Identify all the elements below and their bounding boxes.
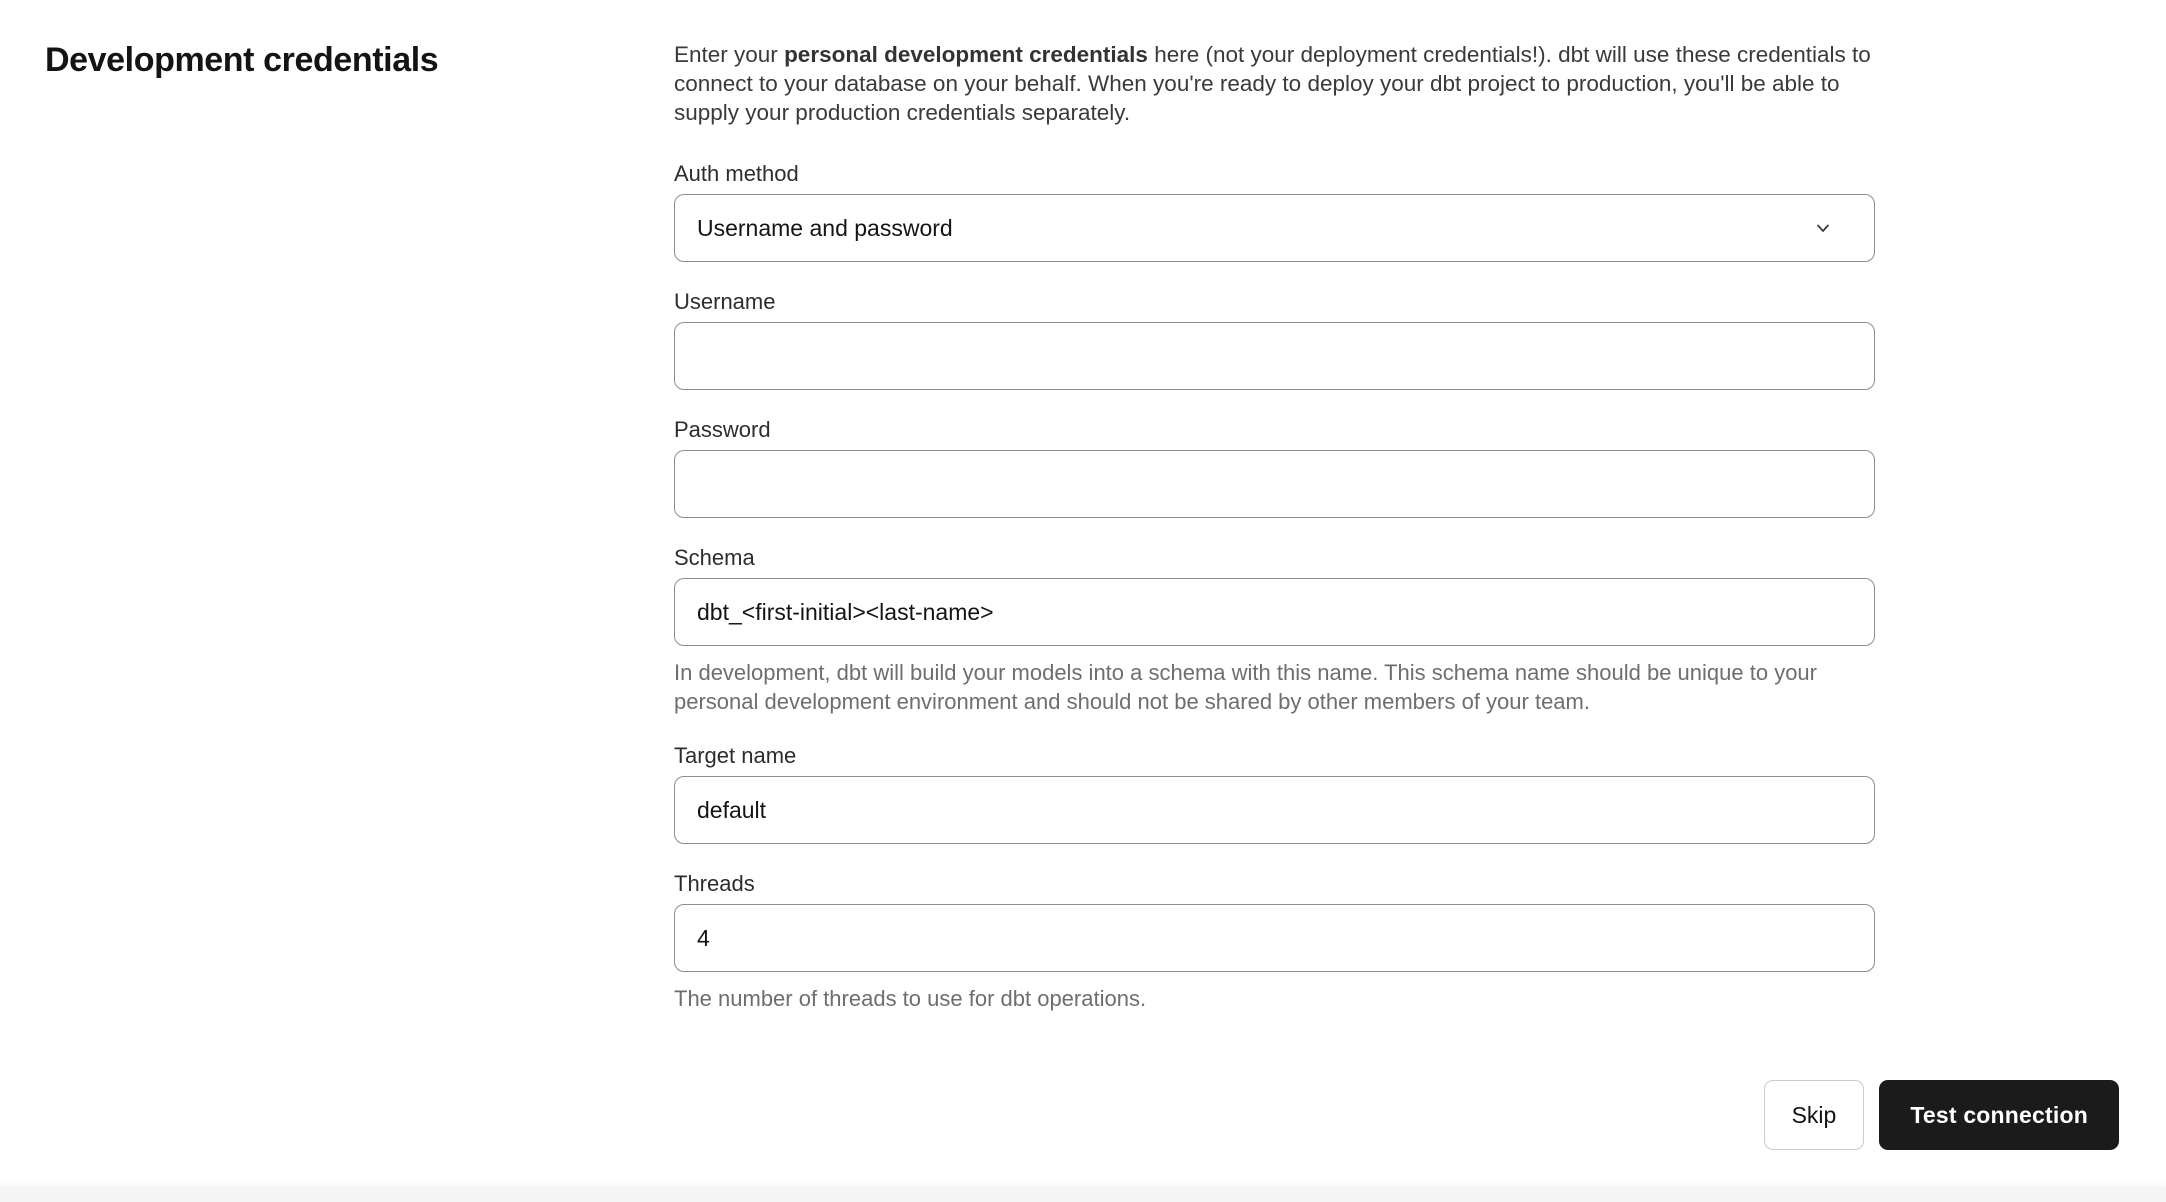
schema-helper-text: In development, dbt will build your models into a schema with this name. This schema name should be unique to your personal development environment and should not be shared by other members of your team. <box>674 660 1817 714</box>
test-connection-button[interactable]: Test connection <box>1879 1080 2119 1150</box>
form-actions <box>1764 1080 2119 1150</box>
intro-paragraph <box>674 40 1875 127</box>
auth-method-label: Auth method <box>674 161 799 186</box>
auth-method-select[interactable] <box>674 194 1875 262</box>
threads-label: Threads <box>674 871 755 896</box>
auth-method-selected-value: Username and password <box>697 214 953 241</box>
password-group <box>674 416 1875 518</box>
skip-button[interactable]: Skip <box>1764 1080 1865 1150</box>
threads-group <box>674 870 1875 1013</box>
target-name-label: Target name <box>674 743 797 768</box>
page-bottom-edge <box>0 1187 2166 1202</box>
target-name-group <box>674 742 1875 844</box>
username-group <box>674 288 1875 390</box>
target-name-input[interactable] <box>674 776 1875 844</box>
intro-text-start: Enter your <box>674 42 785 67</box>
username-input[interactable] <box>674 322 1875 390</box>
schema-input[interactable] <box>674 578 1875 646</box>
schema-group <box>674 544 1875 716</box>
schema-label: Schema <box>674 545 755 570</box>
intro-text-bold: personal development credentials <box>784 42 1148 67</box>
auth-method-group <box>674 160 1875 262</box>
username-label: Username <box>674 289 776 314</box>
threads-helper-text: The number of threads to use for dbt operations. <box>674 986 1147 1011</box>
page-title: Development credentials <box>45 41 439 79</box>
credentials-form <box>674 38 1875 1013</box>
threads-input[interactable] <box>674 904 1875 972</box>
password-label: Password <box>674 417 771 442</box>
password-input[interactable] <box>674 450 1875 518</box>
intro-text-end: here (not your deployment credentials!). dbt will use these credentials to connect to your database on your behalf. When you're ready to deploy your dbt project to production, you'll be able to supply your production credentials separately. <box>674 42 1871 125</box>
chevron-down-icon <box>1812 217 1834 239</box>
section-title-column <box>0 38 674 1013</box>
